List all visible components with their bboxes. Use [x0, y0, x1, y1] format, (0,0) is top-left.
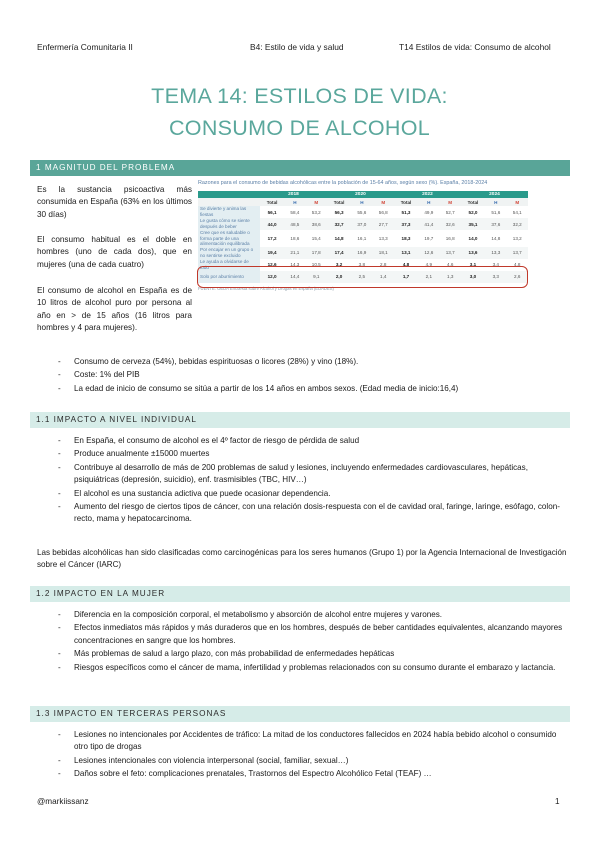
table-cell: 1,4 — [373, 271, 394, 283]
table-year: 2024 — [461, 191, 528, 198]
section-terceras-heading: 1.3 IMPACTO EN TERCERAS PERSONAS — [30, 706, 570, 722]
list-item: - Más problemas de salud a largo plazo, con más probabilidad de enfermedades hepáticas — [74, 648, 568, 660]
list-item: - En España, el consumo de alcohol es el 4º factor de riesgo de pérdida de salud — [74, 435, 568, 447]
table-row-label: Cree que es saludable o forma parte de una alimentación equilibrada — [198, 230, 260, 247]
table-row-label: Por encajar en un grupo o no sentirse excluido — [198, 247, 260, 259]
terceras-bullets — [58, 729, 568, 782]
table-row — [198, 247, 528, 259]
table-cell: 12,6 — [418, 247, 439, 259]
table-row-label: Le gusta cómo se siente después de beber — [198, 218, 260, 230]
table-cell: 16,8 — [445, 235, 455, 241]
table-subheader: M — [306, 198, 327, 206]
table-cell: 4,6 — [447, 262, 454, 268]
table-cell: 32,7 — [327, 218, 351, 230]
table-subheader: M — [506, 198, 528, 206]
table-cell: 1,3 — [440, 271, 461, 283]
table-cell: 12,6 — [267, 262, 277, 268]
section-magnitud-heading: 1 MAGNITUD DEL PROBLEMA — [30, 160, 570, 176]
list-item: - Aumento del riesgo de ciertos tipos de cáncer, con una relación dosis-respuesta con el de cavidad oral, faringe, laringe, esófago, colon-recto, mama y hepatocarcinoma. — [74, 501, 568, 526]
magnitud-paragraph-2: El consumo habitual es el doble en hombres (uno de cada dos), que en mujeres (una de cada cuatro) — [37, 235, 192, 269]
table-cell: 37,6 — [485, 218, 506, 230]
table-subheader: Total — [394, 198, 418, 206]
table-cell: 2,0 — [327, 271, 351, 283]
table-cell: 32,6 — [440, 218, 461, 230]
table-cell: 2,5 — [351, 271, 372, 283]
table-cell: 51,6 — [491, 209, 501, 215]
table-cell: 4,9 — [425, 262, 433, 268]
table-cell: 17,2 — [267, 235, 277, 241]
table-cell: 53,2 — [311, 209, 321, 215]
table-subheader: M — [373, 198, 394, 206]
section-individual-heading: 1.1 IMPACTO A NIVEL INDIVIDUAL — [30, 412, 570, 428]
table-cell: 16,1 — [357, 235, 367, 241]
list-item: - Lesiones no intencionales por Accidentes de tráfico: La mitad de los conductores fallecidos en 2024 había bebido alcohol o consumido otro tipo de drogas — [74, 729, 568, 754]
table-cell: 41,4 — [418, 218, 439, 230]
table-cell: 17,4 — [327, 247, 351, 259]
table-cell: 51,3 — [401, 209, 411, 215]
table-cell: 14,0 — [468, 235, 478, 241]
table-cell: 54,1 — [512, 209, 522, 215]
magnitud-bullets — [58, 356, 568, 396]
list-item: - Produce anualmente ±15000 muertes — [74, 448, 568, 460]
table-cell: 56,3 — [334, 209, 344, 215]
table-cell: 18,6 — [290, 235, 300, 241]
list-item: - La edad de inicio de consumo se sitúa a partir de los 14 años en ambos sexos. (Edad media de inicio:16,4) — [74, 383, 568, 395]
table-row-label: Le ayuda a olvidarse de todo — [198, 259, 260, 271]
table-cell: 4,8 — [514, 262, 521, 268]
page-title-line1: TEMA 14: ESTILOS DE VIDA: — [151, 84, 448, 108]
iarc-note: Las bebidas alcohólicas han sido clasificadas como carcinogénicas para los seres humanos (Grupo 1) por la Agencia Internacional de Investigación sobre el Cáncer (IARC) — [37, 548, 567, 570]
table-subheader: Total — [260, 198, 284, 206]
table-cell: 52,0 — [468, 209, 478, 215]
table-cell: 10,5 — [311, 262, 321, 268]
table-cell: 19,4 — [260, 247, 284, 259]
table-cell: 13,2 — [512, 235, 522, 241]
table-cell: 56,1 — [267, 209, 277, 215]
table-cell: 4,8 — [402, 262, 410, 268]
author-handle: @markiissanz — [37, 797, 89, 806]
table-cell: 3,8 — [358, 262, 366, 268]
list-item: - Consumo de cerveza (54%), bebidas espirituosas o licores (28%) y vino (18%). — [74, 356, 568, 368]
table-cell: 2,1 — [418, 271, 439, 283]
list-item: - Riesgos específicos como el cáncer de mama, infertilidad y problemas relacionados con su consumo durante el embarazo y lactancia. — [74, 662, 568, 674]
table-cell: 13,7 — [506, 247, 528, 259]
table-corner — [198, 198, 260, 206]
list-item: - Contribuye al desarrollo de más de 200 problemas de salud y lesiones, incluyendo enfermedades cardiovasculares, hepáticas, psiquiátricas (depresión, suicidio), enf. trasmisibles (TBC, HIV…) — [74, 462, 568, 487]
magnitud-paragraph-3: El consumo de alcohol en España es de 10 litros de alcohol puro por persona al año en > de 15 años (16 litros para hombres y 4 para mujeres). — [37, 286, 192, 333]
list-item: - Lesiones intencionales con violencia interpersonal (social, familiar, sexual…) — [74, 755, 568, 767]
table-cell: 18,3 — [401, 235, 411, 241]
table-cell: 37,0 — [351, 218, 372, 230]
table-cell: 9,1 — [306, 271, 327, 283]
table-subheader: H — [284, 198, 305, 206]
table-year: 2018 — [260, 191, 327, 198]
table-subheader: H — [418, 198, 439, 206]
table-year: 2022 — [394, 191, 461, 198]
table-cell: 13,7 — [440, 247, 461, 259]
table-cell: 19,7 — [424, 235, 434, 241]
page-title-line2: CONSUMO DE ALCOHOL — [168, 116, 431, 140]
table-year: 2020 — [327, 191, 394, 198]
table-row — [198, 230, 528, 247]
table-cell: 13,6 — [461, 247, 485, 259]
table-source: FUENTE: OEDA Encuesta sobre Alcohol y Drogas en España (EDADES) — [198, 285, 334, 291]
list-item: - Coste: 1% del PIB — [74, 369, 568, 381]
table-corner — [198, 191, 260, 198]
table-cell: 3,3 — [485, 271, 506, 283]
table-cell: 14,8 — [491, 235, 501, 241]
header-topic: T14 Estilos de vida: Consumo de alcohol — [399, 42, 551, 52]
list-item: - El alcohol es una sustancia adictiva que puede ocasionar dependencia. — [74, 488, 568, 500]
mujer-bullets — [58, 609, 568, 675]
list-item: - Diferencia en la composición corporal, el metabolismo y absorción de alcohol entre mujeres y varones. — [74, 609, 568, 621]
table-cell: 37,3 — [394, 218, 418, 230]
table-caption: Razones para el consumo de bebidas alcohólicas entre la población de 15-64 años, según sexo (%). España, 2018-2024 — [198, 180, 488, 186]
table-cell: 14,8 — [334, 235, 344, 241]
table-row — [198, 206, 528, 218]
table-cell: 3,2 — [335, 262, 343, 268]
header-block: B4: Estilo de vida y salud — [250, 42, 344, 52]
table-subheader: Total — [461, 198, 485, 206]
table-cell: 38,6 — [306, 218, 327, 230]
table-cell: 13,1 — [394, 247, 418, 259]
table-cell: 55,6 — [357, 209, 367, 215]
page-title — [0, 80, 599, 144]
table-cell: 2,6 — [506, 271, 528, 283]
table-cell: 12,0 — [260, 271, 284, 283]
table-subheader: H — [485, 198, 506, 206]
table-cell: 3,0 — [461, 271, 485, 283]
table-cell: 3,4 — [492, 262, 499, 268]
table-row-label: Se divierte y anima las fiestas — [198, 206, 260, 218]
table-cell: 48,5 — [284, 218, 305, 230]
table-cell: 16,9 — [351, 247, 372, 259]
list-item: - Efectos inmediatos más rápidos y más duraderos que en los hombres, después de beber cantidades equivalentes, alcanzando mayores concentraciones en sangre que los hombres. — [74, 622, 568, 647]
list-item: - Daños sobre el feto: complicaciones prenatales, Trastornos del Espectro Alcohólico Fetal (TEAF) … — [74, 768, 568, 780]
table-cell: 14,4 — [284, 271, 305, 283]
magnitud-paragraph-1: Es la sustancia psicoactiva más consumida en España (63% en los últimos 30 días) — [37, 185, 192, 219]
table-cell: 49,9 — [424, 209, 434, 215]
table-cell: 1,7 — [394, 271, 418, 283]
individual-bullets — [58, 435, 568, 527]
table-cell: 58,4 — [290, 209, 300, 215]
section-mujer-heading: 1.2 IMPACTO EN LA MUJER — [30, 586, 570, 602]
table-subheader: M — [440, 198, 461, 206]
table-cell: 27,7 — [373, 218, 394, 230]
table-cell: 35,1 — [461, 218, 485, 230]
table-subheader: Total — [327, 198, 351, 206]
page-number: 1 — [555, 797, 560, 806]
table-cell: 44,0 — [260, 218, 284, 230]
table-cell: 21,1 — [284, 247, 305, 259]
table-cell: 14,3 — [290, 262, 300, 268]
table-cell: 56,8 — [378, 209, 388, 215]
table-cell: 17,8 — [306, 247, 327, 259]
table-cell: 13,3 — [378, 235, 388, 241]
table-highlight-box — [197, 266, 528, 288]
table-cell: 18,1 — [373, 247, 394, 259]
header-subject: Enfermería Comunitaria II — [37, 42, 133, 52]
table-cell: 13,3 — [485, 247, 506, 259]
table-cell: 52,7 — [445, 209, 455, 215]
table-row — [198, 218, 528, 230]
table-row-label: Solo por aburrimiento — [198, 271, 260, 283]
table-cell: 32,2 — [506, 218, 528, 230]
table-cell: 3,1 — [469, 262, 477, 268]
table-subheader: H — [351, 198, 372, 206]
table-cell: 2,8 — [380, 262, 387, 268]
table-cell: 15,4 — [311, 235, 321, 241]
